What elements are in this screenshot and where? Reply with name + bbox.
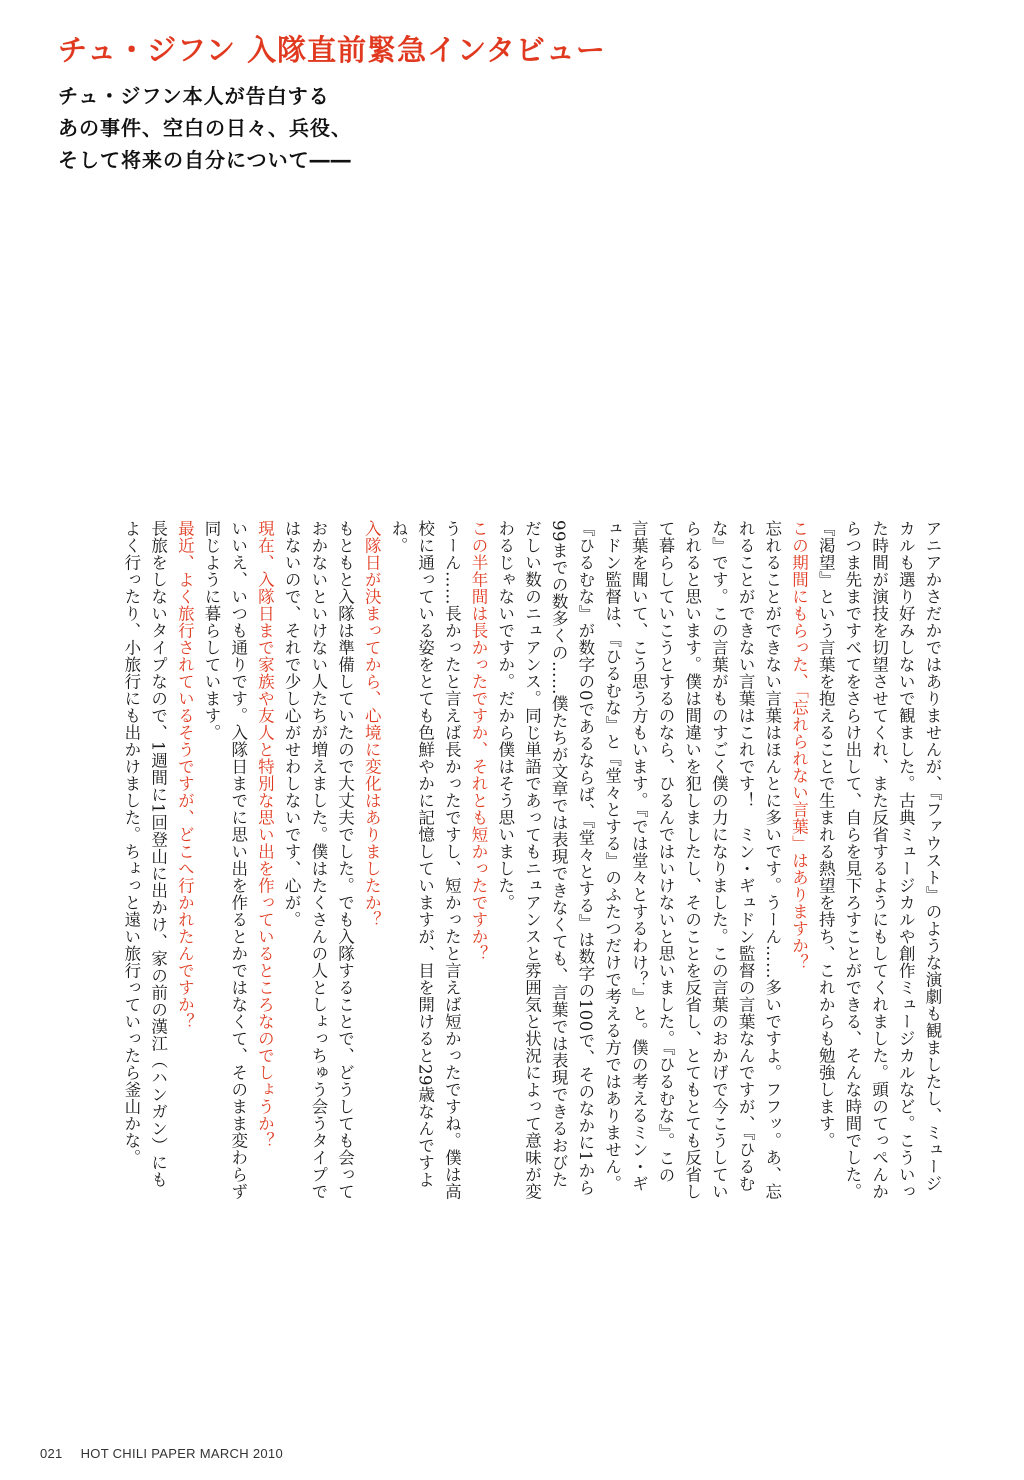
question-5: 最近、よく旅行されているそうですが、どこへ行かれたんですか？: [175, 520, 195, 1030]
answer-5: 長旅をしないタイプなので、1週間に1回登山に出かけ、家の前の漢江（ハンガン）にもよく行ったり、小旅行にも出かけました。ちょっと遠い旅行っていったら釜山かな。: [121, 520, 168, 1188]
lead-line-3: そして将来の自分について――: [58, 148, 352, 172]
question-1: この期間にもらった、「忘れられない言葉」はありますか？: [789, 520, 809, 971]
page-footer: [40, 1446, 283, 1461]
article-body: [121, 520, 945, 1200]
question-3: 入隊日が決まってから、心境に変化はありましたか？: [362, 520, 382, 928]
article-title: チュ・ジフン 入隊直前緊急インタビュー: [58, 33, 606, 67]
publication-name: HOT CHILI PAPER MARCH 2010: [80, 1446, 283, 1461]
answer-2: うーん……長かったと言えば長かったですし、短かったと言えば短かったですね。僕は高校に通っている姿をとても色鮮やかに記憶していますが、目を開けると29歳なんですよね。: [388, 520, 462, 1200]
lead-line-1: チュ・ジフン本人が告白する: [58, 84, 330, 108]
answer-1: 忘れることができない言葉はほんとに多いです。うーん……多いですよ。フフッ。あ、忘れることができない言葉はこれです！ ミン・ギュドン監督の言葉なんですが、『ひるむな』です。この言葉がものすごく僕の力になりました。この言葉のおかげで今こうしていられると思います。僕は間違いを犯しましたし、そのことを反省し、とてもとても反省して暮らしていこうとするのなら、ひるんではいけないと思いました。『ひるむな』。この言葉を聞いて、こう思う方もいます。『では堂々とするわけ？』と。僕の考えるミン・ギュドン監督は、『ひるむな』と『堂々とする』のふたつだけで考える方ではありません。『ひるむな』が数字の0であるならば、『堂々とする』は数字の100で、そのなかに1から99までの数多くの……僕たちが文章では表現できなくても、言葉では表現できるおびただしい数のニュアンス。同じ単語であってもニュアンスと雰囲気と状況によって意味が変わるじゃないですか。だから僕はそう思いました。: [495, 520, 782, 1200]
answer-4: いいえ、いつも通りです。入隊日までに思い出を作るとかではなくて、そのまま変わらず同じように暮らしています。: [202, 520, 248, 1200]
answer-3: もともと入隊は準備していたので大丈夫でした。でも入隊することで、どうしても会っておかないといけない人たちが増えました。僕はたくさんの人としょっちゅう会うタイプではないので、それで少し心がせわしないです、心が。: [282, 520, 355, 1200]
question-4: 現在、入隊日まで家族や友人と特別な思い出を作っているところなのでしょうか？: [255, 520, 275, 1149]
lead-line-2: あの事件、空白の日々、兵役、: [58, 116, 352, 140]
page-number: 021: [40, 1446, 63, 1461]
answer-paragraph: アニアかさだかではありませんが、『ファウスト』のような演劇も観ましたし、ミュージカルも選り好みしないで観ました。古典ミュージカルや創作ミュージカルなど。こういった時間が演技を切望させてくれ、また反省するようにもしてくれました。頭のてっぺんからつま先まですべてをさらけ出して、自らを見下ろすことができる、そんな時間でした。『渇望』という言葉を抱えることで生まれる熱望を持ち、これからも勉強します。: [816, 520, 942, 1200]
question-2: この半年間は長かったですか、それとも短かったですか？: [469, 520, 489, 962]
